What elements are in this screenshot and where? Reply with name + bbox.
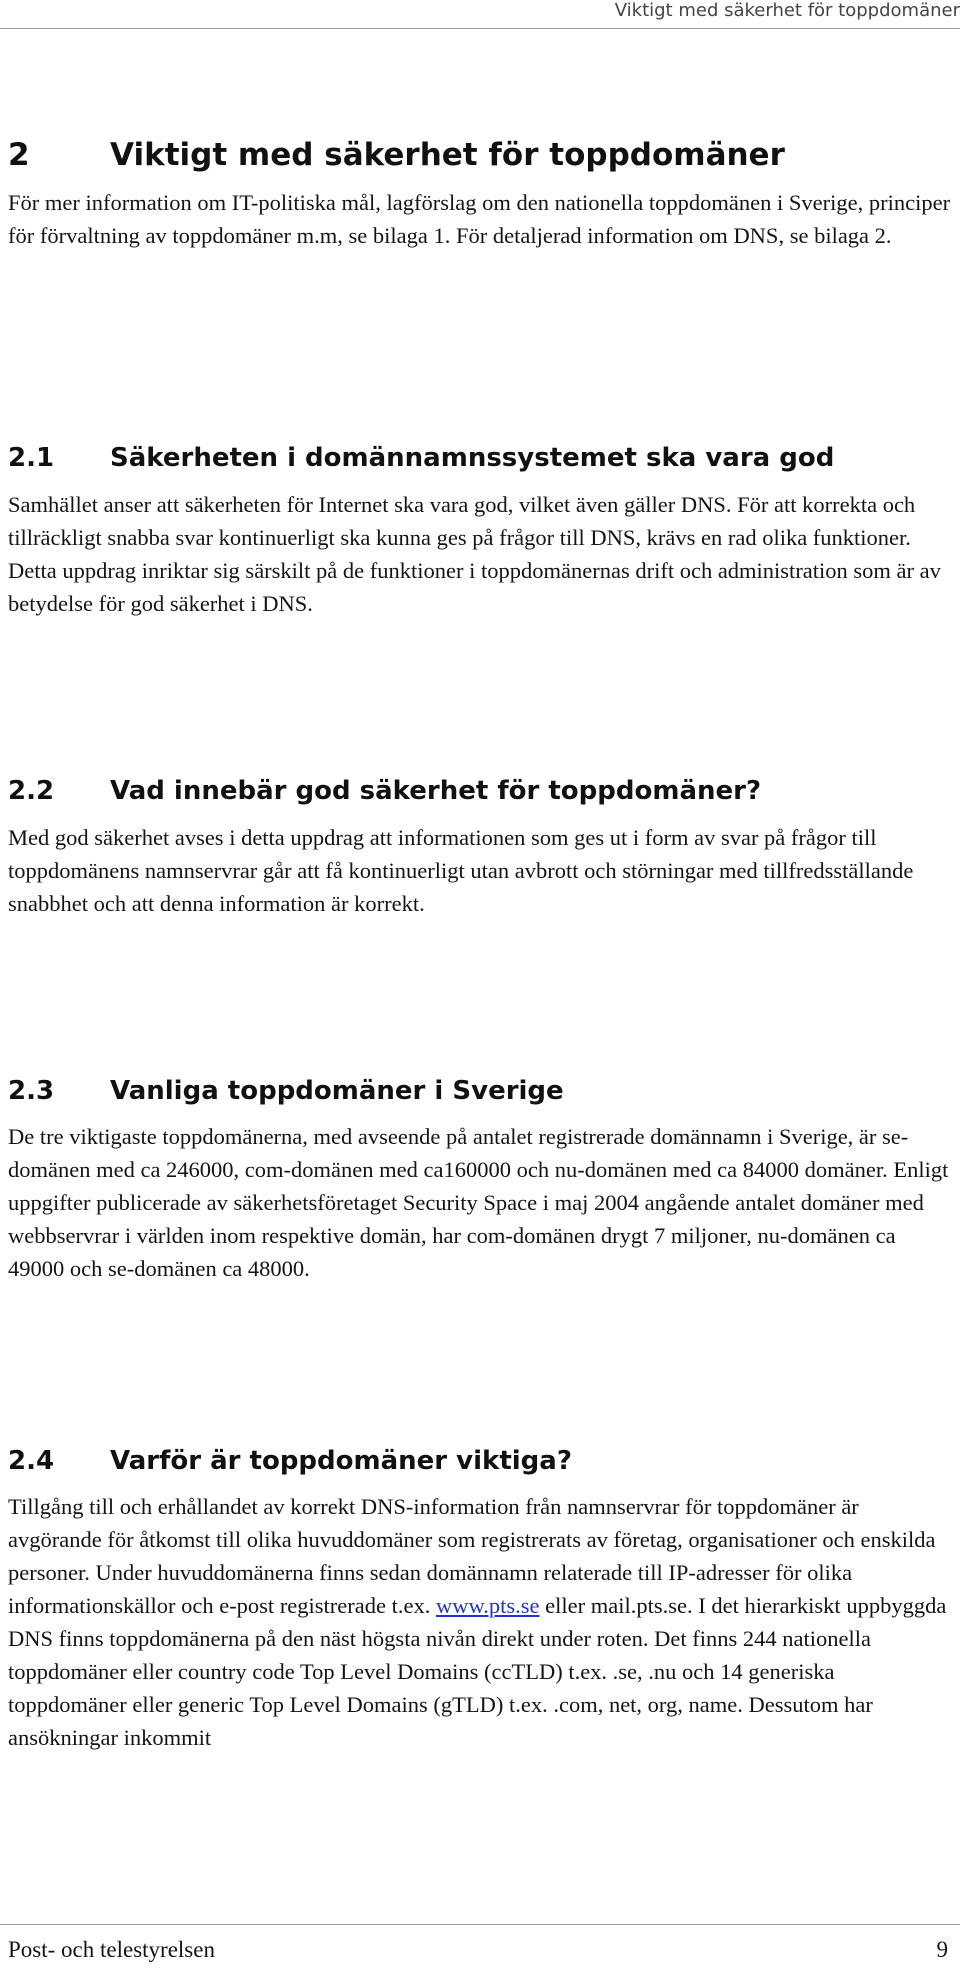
subsection-paragraph-2-2: Med god säkerhet avses i detta uppdrag att informationen som ges ut i form av svar på frågor till toppdomänens namnservrar går att få kontinuerligt utan avbrott och störningar med tillfredsställande snabbhet och att denna information är korrekt. xyxy=(8,825,914,916)
subsection-paragraph-2-4 xyxy=(8,1490,953,1754)
section-title: Viktigt med säkerhet för toppdomäner xyxy=(110,137,785,173)
subsection-heading-2-3 xyxy=(8,1075,564,1107)
subsection-number: 2.1 xyxy=(8,443,55,473)
subsection-number: 2.4 xyxy=(8,1446,55,1476)
subsection-title: Varför är toppdomäner viktiga? xyxy=(110,1446,572,1476)
subsection-paragraph-2-1: Samhället anser att säkerheten för Internet ska vara god, vilket även gäller DNS. För att korrekta och tillräckligt snabba svar kontinuerligt ska kunna ges på frågor till DNS, krävs en rad olika funktioner. Detta uppdrag inriktar sig särskilt på de funktioner i toppdomänernas drift och administration som är av betydelse för god säkerhet i DNS. xyxy=(8,492,941,616)
paragraph-text: eller mail.pts.se. I det hierarkiskt uppbyggda DNS finns toppdomänerna på den näst högsta nivån direkt under roten. Det finns 244 nationella toppdomäner eller country code Top Level Domains (ccTLD) t.ex. .se, .nu och 14 generiska toppdomäner eller generic Top Level Domains (gTLD) t.ex. .com, net, org, name. Dessutom har ansökningar inkommit xyxy=(8,1593,947,1750)
subsection-title: Vanliga toppdomäner i Sverige xyxy=(110,1076,564,1106)
running-header: Viktigt med säkerhet för toppdomäner xyxy=(614,0,960,21)
footer-divider xyxy=(0,1924,960,1925)
header-divider xyxy=(0,28,960,29)
section-intro-paragraph: För mer information om IT-politiska mål, lagförslag om den nationella toppdomänen i Sverige, principer för förvaltning av toppdomäner m.m, se bilaga 1. För detaljerad information om DNS, se bilaga 2. xyxy=(8,190,951,248)
subsection-paragraph-2-3: De tre viktigaste toppdomänerna, med avseende på antalet registrerade domännamn i Sverige, är se-domänen med ca 246000, com-domänen med ca160000 och nu-domänen med ca 84000 domäner. Enligt uppgifter publicerade av säkerhetsföretaget Security Space i maj 2004 angående antalet domäner med webbservrar i världen inom respektive domän, har com-domänen drygt 7 miljoner, nu-domänen ca 49000 och se-domänen ca 48000. xyxy=(8,1124,949,1281)
subsection-title: Vad innebär god säkerhet för toppdomäner? xyxy=(110,776,762,806)
section-number: 2 xyxy=(8,137,30,173)
subsection-title: Säkerheten i domännamnssystemet ska vara god xyxy=(110,443,835,473)
paragraph-text: Tillgång till och erhållandet av korrekt DNS-information från namnservrar för toppdomäner är avgörande för åtkomst till olika huvuddomäner som registrerats av företag, organisationer och enskilda personer. Under huvuddomänerna finns sedan domännamn relaterade till IP-adresser för olika informationskällor och e-post registrerade t.ex. xyxy=(8,1494,936,1618)
page-number: 9 xyxy=(936,1937,948,1962)
footer-organization: Post- och telestyrelsen xyxy=(8,1937,215,1962)
subsection-heading-2-4 xyxy=(8,1445,572,1477)
section-heading xyxy=(8,136,785,174)
subsection-number: 2.3 xyxy=(8,1076,55,1106)
pts-website-link[interactable]: www.pts.se xyxy=(435,1593,540,1618)
subsection-heading-2-1 xyxy=(8,442,834,474)
subsection-heading-2-2 xyxy=(8,775,761,807)
subsection-number: 2.2 xyxy=(8,776,55,806)
